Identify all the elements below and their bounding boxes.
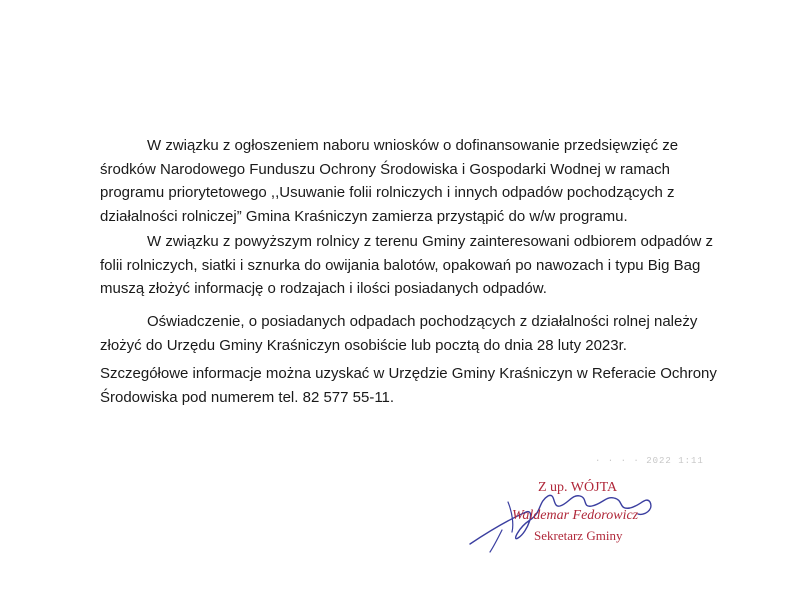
paragraph-announcement <box>100 134 720 228</box>
text-line: muszą złożyć informację o rodzajach i ilości posiadanych odpadów. <box>100 280 547 297</box>
stamp-line-name: Waldemar Fedorowicz <box>512 508 639 523</box>
text-line: folii rolniczych, siatki i sznurka do owijania balotów, opakowań po nawozach i typu Big Bag <box>100 256 701 274</box>
text-line: Oświadczenie, o posiadanych odpadach pochodzących z działalności rolnej należy <box>147 313 698 330</box>
paragraph-farmers <box>100 230 720 301</box>
stamp-line-title: Sekretarz Gminy <box>534 528 623 543</box>
text-line: Środowiska pod numerem tel. 82 577 55-11. <box>100 388 395 406</box>
text-line: złożyć do Urzędu Gminy Kraśniczyn osobiście lub pocztą do dnia 28 luty 2023r. <box>100 336 627 354</box>
faint-date-mark: · · · · 2022 1:11 <box>595 456 704 466</box>
text-line: Szczegółowe informacje można uzyskać w Urzędzie Gminy Kraśniczyn w Referacie Ochrony <box>100 365 717 382</box>
stamp-line-role: Z up. WÓJTA <box>538 480 618 495</box>
text-line: środków Narodowego Funduszu Ochrony Środowiska i Gospodarki Wodnej w ramach <box>100 160 670 178</box>
text-line: działalności rolniczej” Gmina Kraśniczyn zamierza przystąpić do w/w programu. <box>100 207 628 225</box>
text-line: W związku z powyższym rolnicy z terenu Gminy zainteresowani odbiorem odpadów z <box>147 233 714 250</box>
paragraph-deadline <box>100 310 720 357</box>
paragraph-contact <box>100 362 720 409</box>
text-line: programu priorytetowego ,,Usuwanie folii rolniczych i innych odpadów pochodzących z <box>100 184 675 201</box>
text-line: W związku z ogłoszeniem naboru wniosków o dofinansowanie przedsięwzięć ze <box>147 137 679 154</box>
official-stamp <box>468 472 678 562</box>
